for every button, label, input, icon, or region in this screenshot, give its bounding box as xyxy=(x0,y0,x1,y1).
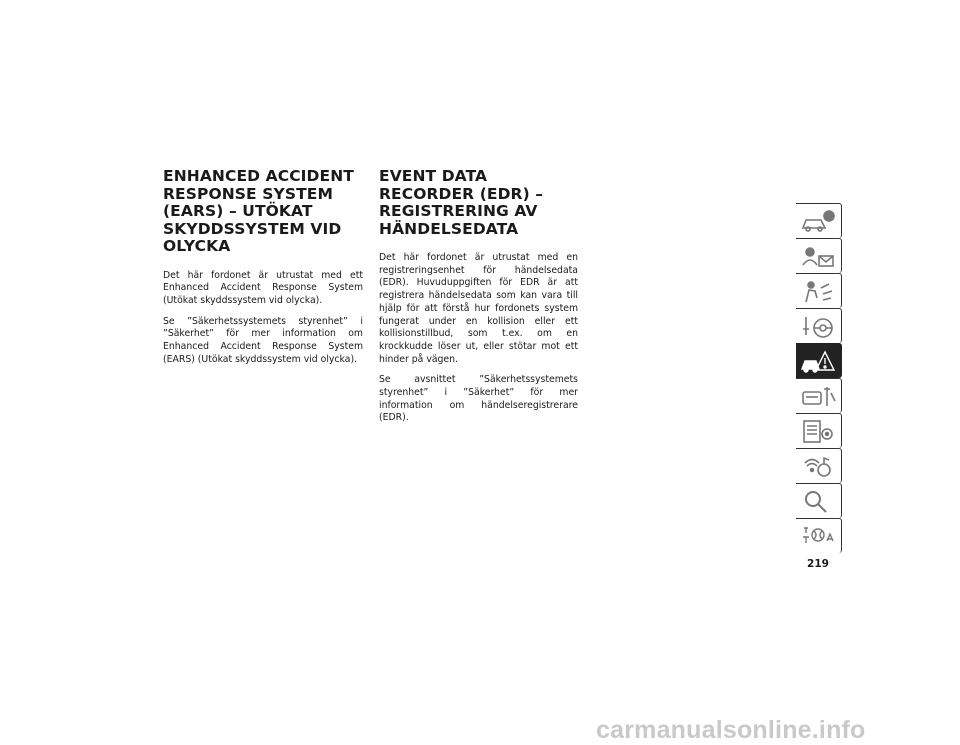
edr-paragraph-1: Det här fordonet är utrustat med en registreringsenhet för händelsedata (EDR). Huvuduppgiften för EDR är att registrera händelsedata som kan vara till hjälp för att förstå hur fordonets system fungerat under en kollision eller ett kollisionstillbud, som t.ex. om en krockkudde löser ut, eller stötar mot ett hinder på vägen. xyxy=(379,252,578,365)
tab-languages[interactable] xyxy=(796,518,842,553)
search-index-icon xyxy=(799,488,837,515)
car-service-icon xyxy=(799,383,837,410)
tab-service[interactable] xyxy=(796,378,842,413)
multimedia-icon xyxy=(799,453,837,480)
languages-icon xyxy=(799,523,837,550)
ears-paragraph-1: Det här fordonet är utrustat med ett Enhanced Accident Response System (Utökat skyddssystem vid olycka). xyxy=(163,269,363,306)
tab-driving[interactable] xyxy=(796,308,842,343)
edr-heading: EVENT DATA RECORDER (EDR) – REGISTRERING AV HÄNDELSEDATA xyxy=(379,167,544,238)
tab-emergency[interactable] xyxy=(796,343,842,378)
instrument-airbag-icon xyxy=(799,278,837,305)
ears-paragraph-2: Se ”Säkerhetssystemets styrenhet” i ”Säkerhet” för mer information om Enhanced Accident Response System (EARS) (Utökat skyddssystem vid olycka). xyxy=(163,315,363,365)
car-key-mail-icon xyxy=(799,243,837,270)
edr-paragraph-2: Se avsnittet ”Säkerhetssystemets styrenhet” i ”Säkerhet” för mer information om händelseregistrerare (EDR). xyxy=(379,374,578,424)
list-specs-icon xyxy=(799,418,837,445)
tab-getting-to-know[interactable] xyxy=(796,203,842,238)
edr-section xyxy=(379,168,578,433)
tab-safety[interactable] xyxy=(796,273,842,308)
car-info-icon xyxy=(799,208,837,235)
tab-keys-mail[interactable] xyxy=(796,238,842,273)
page-number: 219 xyxy=(807,558,829,570)
ears-section xyxy=(163,168,363,374)
tab-index[interactable] xyxy=(796,483,842,518)
tab-multimedia[interactable] xyxy=(796,448,842,483)
emergency-warning-icon xyxy=(799,348,837,375)
chapter-tabs xyxy=(796,203,842,553)
watermark-text: carmanualsonline.info xyxy=(596,716,866,744)
ears-heading: ENHANCED ACCIDENT RESPONSE SYSTEM (EARS) – UTÖKAT SKYDDSSYSTEM VID OLYCKA xyxy=(163,167,354,255)
steering-wheel-icon xyxy=(799,313,837,340)
tab-specifications[interactable] xyxy=(796,413,842,448)
